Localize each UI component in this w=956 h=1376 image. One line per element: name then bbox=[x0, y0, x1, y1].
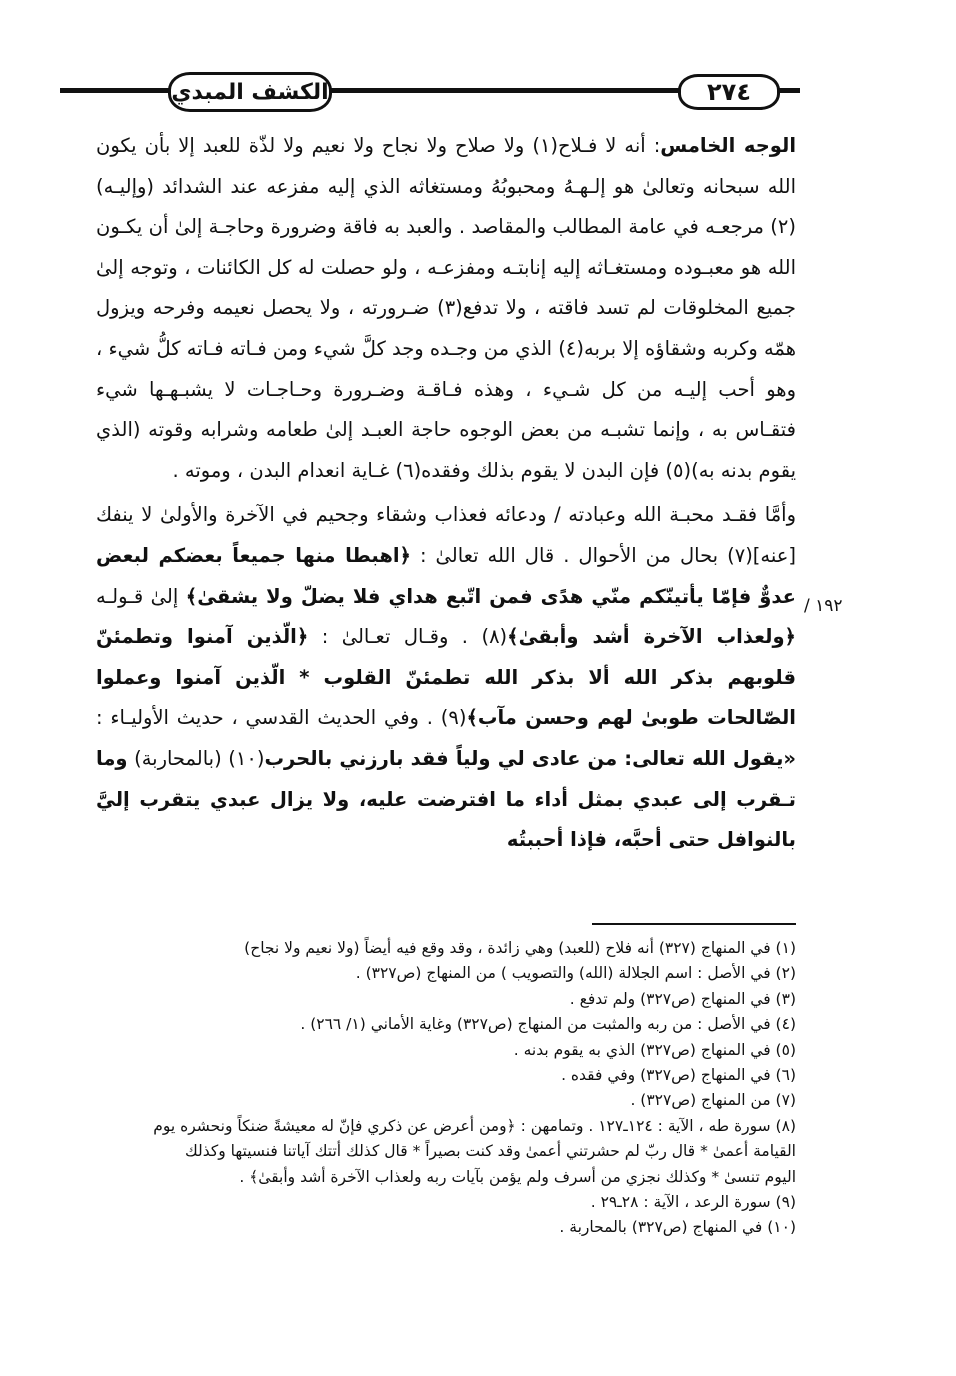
paragraph-1-text: : أنه لا فـلاح(١) ولا صلاح ولا نجاح ولا نعيم ولا لذّة للعبد إلا بأن يكون الله سبحانه وتعالىٰ هو إلـهـهُ ومحبوبُهُ ومستغاثه الذي إليه مفزعه عند الشدائد (وإليـه)(٢) مرجعـه في عامة المطالب والمقاصد . والعبد به فاقة وضرورة وحاجـة إلىٰ أن يكـون الله هو معبـوده ومستغـاثه إليه إنابتـه ومفزعـه ، ولو حصلت له كل الكائنات ، وتوجه إلىٰ جميع المخلوقات لم تسد فاقته ، ولا تدفع(٣) ضـرورته ، ولا يحصل نعيمه وفرحه ويزول همّه وكربه وشقاؤه إلا بربه(٤) الذي من وجـده وجد كلَّ شيء ومن فـاته فـاته كلُّ شيء ، وهو أحب إليـه من كل شـيء ، وهذه فـاقـة وضـرورة وحـاجـات لا يشبـهـها شيء فتقـاس به ، وإنما تشبـه من بعض الوجوه حاجة العبـد إلىٰ طعامه وشرابه وقوته (الذي يقوم بدنه به)(٥) فإن البدن لا يقوم بذلك وفقده(٦) غـاية انعدام البدن ، وموته . bbox=[96, 134, 796, 482]
page-header bbox=[60, 68, 800, 112]
main-text bbox=[96, 126, 796, 861]
section-lead: الوجه الخامس bbox=[660, 134, 797, 157]
footnote-3: (٣) في المنهاج (ص٣٢٧) ولم تدفع . bbox=[569, 989, 796, 1008]
page-number-cartouche bbox=[678, 74, 780, 110]
footnote-separator bbox=[592, 923, 796, 925]
paragraph-2 bbox=[96, 495, 796, 860]
paragraph-2-text-a: وأمَّا فقـد محبـة الله وعبادته / ودعائه فعذاب وشقاء وجحيم في الآخرة والأولىٰ لا ينفك [عنه](٧) بحال من الأحوال . قال الله تعالىٰ : bbox=[96, 503, 796, 567]
quran-verse-2: ﴿ولعذاب الآخرة أشد وأبقىٰ﴾ bbox=[507, 625, 796, 649]
hadith-quote-1: «يقول الله تعالى: من عادى لي ولياً فقد بارزني بالحرب bbox=[264, 746, 796, 770]
book-title-cartouche bbox=[168, 72, 332, 112]
footnote-5: (٥) في المنهاج (ص٣٢٧) الذي به يقوم بدنه . bbox=[513, 1040, 796, 1059]
page-number: ٢٧٤ bbox=[707, 78, 751, 106]
footnote-1: (١) في المنهاج (٣٢٧) أنه فلاح (للعبد) وهي زائدة ، وقد وقع فيه أيضاً (ولا نعيم ولا نجاح) bbox=[244, 939, 796, 957]
footnote-7: (٧) من المنهاج (ص٣٢٧) . bbox=[630, 1091, 796, 1110]
footnote-4: (٤) في الأصل : من ربه والمثبت من المنهاج (ص٣٢٧) وغاية الأماني (١/ ٢٦٦) . bbox=[300, 1015, 796, 1034]
paragraph-2-text-c: (٨) . وقـال تعـالىٰ : bbox=[308, 625, 508, 649]
footnote-2: (٢) في الأصل : اسم الجلالة (الله) والتصويب ) من المنهاج (ص٣٢٧) . bbox=[355, 964, 796, 983]
paragraph-2-text-d: (٩) . وفي الحديث القدسي ، حديث الأوليـاء : bbox=[96, 706, 467, 730]
manuscript-folio-marker: / ١٩٢ bbox=[804, 596, 843, 616]
footnote-8: (٨) سورة طه ، الآية : ١٢٤ـ١٢٧ . وتمامهن : ﴿ومن أعرض عن ذكري فإنّ له معيشةً ضنكاً ونحشره يوم القيامة أعمىٰ * قال ربّ لم حشرتني أعمىٰ وقد كنت بصيراً * قال كذلك أتتك آياتنا فنسيتها وكذلك اليوم تنسىٰ * وكذلك نجزي من أسرف ولم يؤمن بآيات ربه ولعذاب الآخرة أشد وأبقىٰ﴾ . bbox=[153, 1116, 796, 1186]
hadith-quote-2: وما تـقرب إلى عبدي بمثل أداء ما افترضت عليه، ولا يزال عبدي يتقرب إليَّ بالنوافل حتى أحبَّه، فإذا أحببتُه bbox=[96, 746, 796, 852]
book-title: الكشف المبدي bbox=[171, 79, 329, 105]
footnote-10: (١٠) في المنهاج (ص٣٢٧) بالمحاربة . bbox=[559, 1218, 796, 1237]
quran-verse-1: ﴿اهبطا منها جميعاً بعضكم لبعض عدوٌّ فإمّا يأتينّكم منّي هدًى فمن اتّبع هداي فلا يضلّ ولا يشقىٰ﴾ bbox=[96, 543, 796, 608]
paragraph-2-text-e: (١٠) (بالمحاربة) bbox=[127, 746, 265, 770]
footnotes bbox=[150, 936, 796, 1241]
quran-verse-3: ﴿الّذين آمنوا وتطمئنّ قلوبهم بذكر الله ألا بذكر الله تطمئنّ القلوب * الّذين آمنوا وعملوا الصّالحات طوبىٰ لهم وحسن مآب﴾ bbox=[96, 625, 796, 730]
footnote-6: (٦) في المنهاج (ص٣٢٧) وفي فقده . bbox=[561, 1066, 796, 1085]
footnote-9: (٩) سورة الرعد ، الآية : ٢٨ـ٢٩ . bbox=[590, 1193, 796, 1212]
paragraph-1 bbox=[96, 126, 796, 491]
paragraph-2-text-b: إلىٰ قـولـه bbox=[96, 584, 186, 608]
